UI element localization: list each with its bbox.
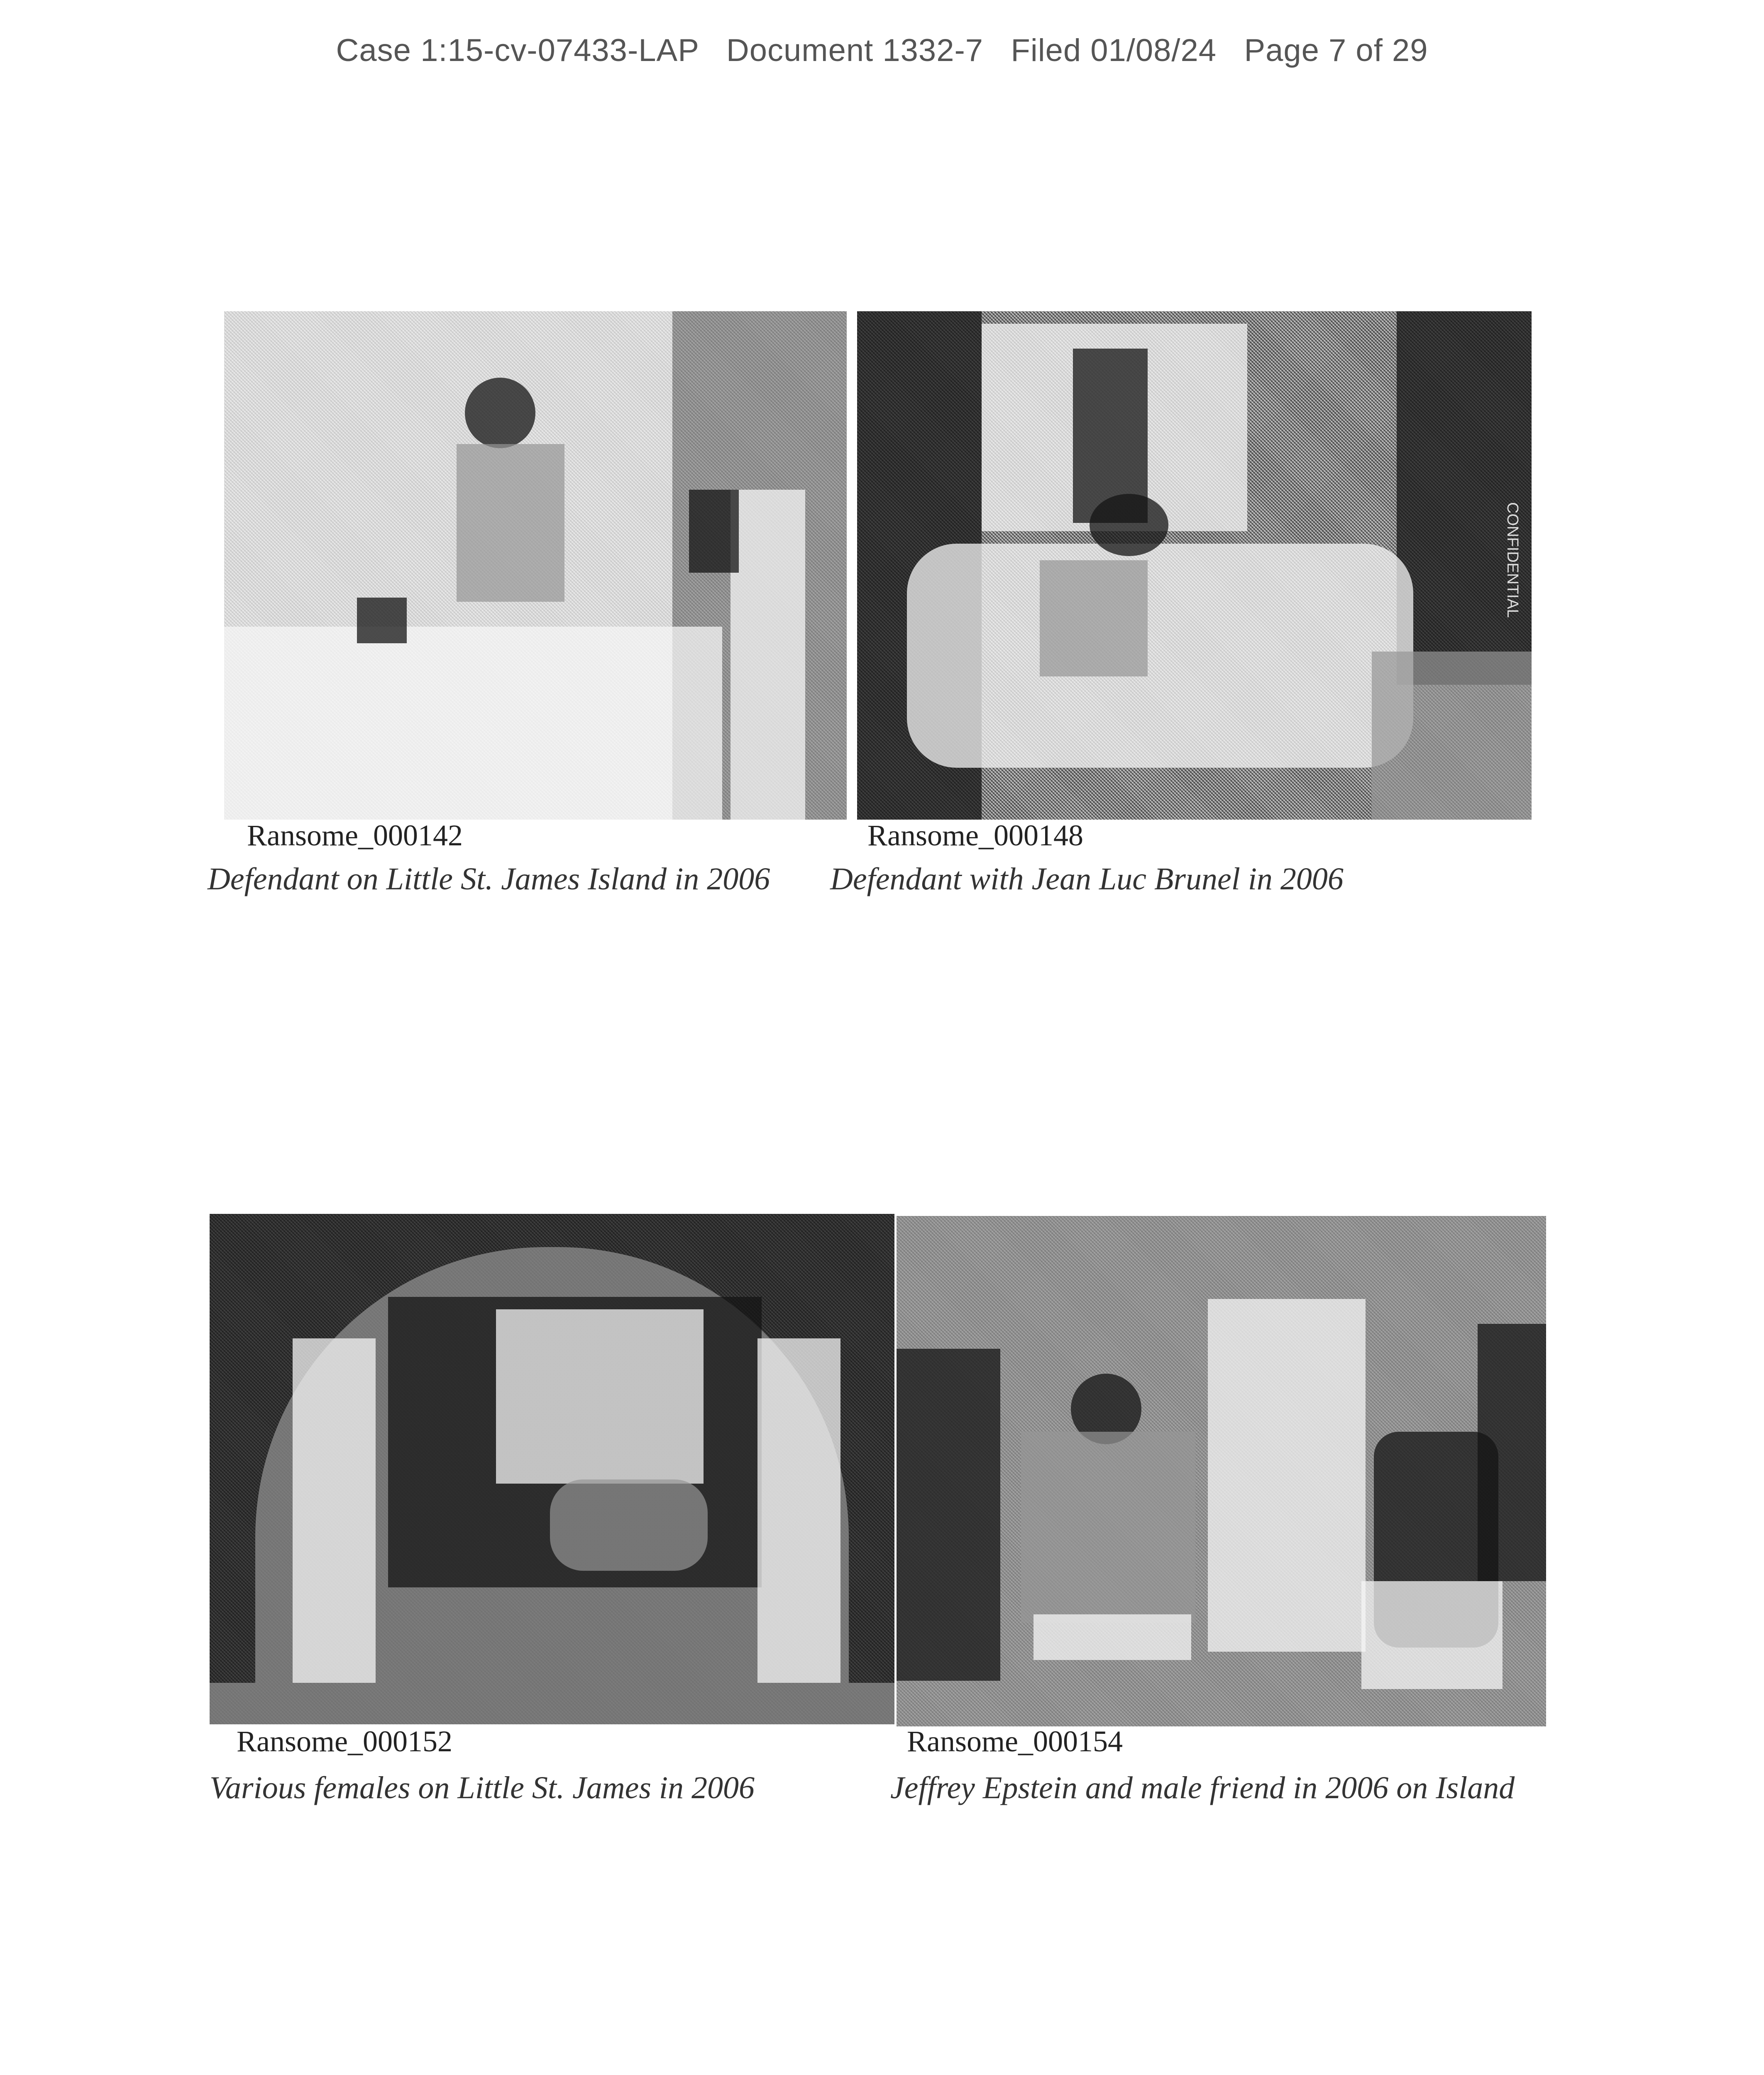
photo-ransome-000148 — [857, 311, 1532, 820]
photo-label: Ransome_000142 — [247, 819, 463, 852]
photo-label: Ransome_000154 — [907, 1725, 1123, 1758]
confidential-stamp: CONFIDENTIAL — [1504, 502, 1521, 618]
header-filed: Filed 01/08/24 — [1011, 33, 1217, 68]
header-document: Document 1332-7 — [726, 33, 984, 68]
photo-caption: Various females on Little St. James in 2006 — [210, 1770, 755, 1805]
photo-caption: Defendant on Little St. James Island in 2006 — [208, 862, 770, 896]
photo-caption: Jeffrey Epstein and male friend in 2006 on Island — [890, 1770, 1515, 1805]
photo-caption: Defendant with Jean Luc Brunel in 2006 — [830, 862, 1344, 896]
photo-ransome-000154 — [897, 1216, 1546, 1726]
header-case: Case 1:15-cv-07433-LAP — [336, 33, 699, 68]
photo-label: Ransome_000152 — [237, 1725, 452, 1758]
document-header — [0, 32, 1764, 68]
photo-ransome-000152 — [210, 1214, 894, 1724]
header-page: Page 7 of 29 — [1244, 33, 1428, 68]
photo-label: Ransome_000148 — [867, 819, 1083, 852]
photo-ransome-000142 — [224, 311, 847, 820]
